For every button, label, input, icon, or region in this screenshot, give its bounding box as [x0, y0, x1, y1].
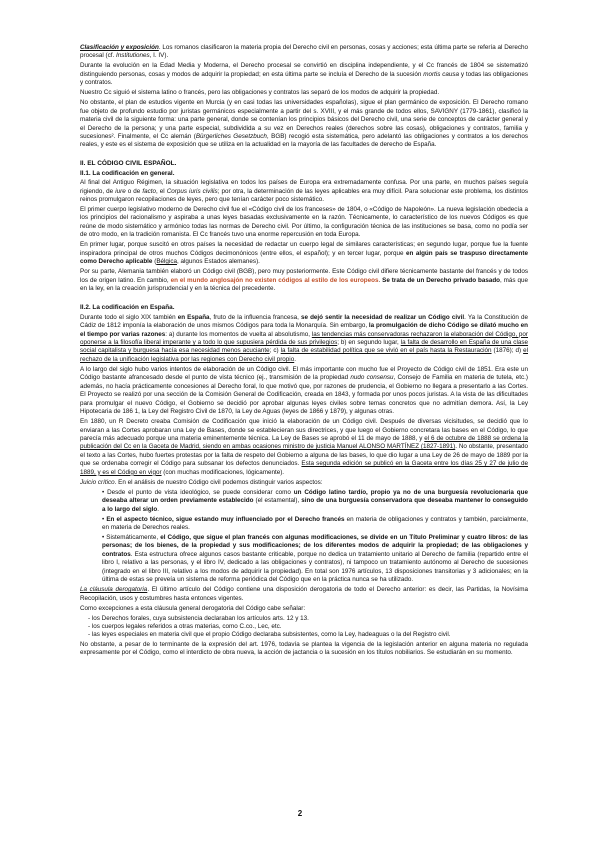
text-run: en algún país se traspuso directamente como Derecho aplicable [80, 249, 528, 266]
text-run: sino de una burguesía conservadora que deseaba mantener lo conseguido a lo largo del siglo [102, 497, 528, 513]
text-run: mortis causa [423, 70, 459, 78]
page-number: 2 [297, 809, 303, 818]
paragraph-sistema-latino: Nuestro Cc siguió el sistema latino o francés, pero las obligaciones y contratos las separó de los modos de adquirir la propiedad. [80, 89, 440, 97]
paragraph-clasificacion [80, 44, 528, 61]
subsection-heading-codificacion-general: II.1. La codificación en general. [80, 169, 175, 177]
paragraph-codigo-napoleon: El primer cuerpo legislativo moderno de Derecho civil fue el «Código civil de los franceses» de 1804, o «Código de Napoleón». La nueva legislación obedecía a los principios del racionalismo y aspiraba a unas leyes basadas exclusivamente en la razón. Técnicamente, lo característico de los nuevos Códigos es que reúne de modo sistemático y armónico todas las normas de Derecho civil. Por último, la configuración técnica de las instituciones se basa, como no podía ser de otro modo, en la tradición romanista. El Cc francés tuvo una enorme repercusión en toda Europa. [80, 205, 528, 239]
section-heading-codigo-civil: II. EL CÓDIGO CIVIL ESPAÑOL. [80, 159, 177, 167]
paragraph-proyecto-1851 [80, 366, 528, 417]
paragraph-repercusion [80, 241, 528, 266]
text-run: la promulgación de dicho Código se dilató mucho en el tiempo por varias razones [80, 322, 528, 338]
text-run: , el [156, 187, 167, 195]
paragraph-ley-de-bases [80, 418, 528, 477]
text-run: . [294, 355, 296, 363]
text-run: • [102, 515, 107, 523]
spacer [80, 295, 528, 304]
text-run: Durante la evolución en la Edad Media y Moderna, el Derecho procesal se convirtió en disciplina independiente, y el Cc francés de 1804 se sistematizó distinguiendo personas, cosas y modos de adquirir la propiedad; en esta última parte se incluía el Derecho de la sucesión [80, 62, 528, 78]
text-run: ². Finalmente, el Cc alemán ( [111, 133, 196, 141]
text-run: , I. IV). [149, 52, 169, 60]
text-run: un Código latino tardío, propio ya no de una burguesía revolucionaria que deseaba alterar un orden previamente establecido [102, 488, 529, 505]
text-run: Institutiones [116, 52, 150, 60]
text-run: Por su parte, Alemania también elaboró un Código civil (BGB), pero muy posteriormente. Este Código civil difiere técnicamente bastante del francés y de todos los de origen latino. En cambio, [80, 268, 528, 284]
paragraph-alemania [80, 268, 528, 293]
text-run: o de [125, 187, 143, 195]
subsection-heading-codificacion-espana: II.2. La codificación en España. [80, 304, 175, 312]
text-run: iure [115, 187, 126, 195]
text-run: , fruto de la influencia francesa, [209, 313, 301, 321]
text-run: el rechazo de la unificación legislativa por las regiones con Derecho civil propio [80, 347, 528, 363]
text-run: facto [142, 187, 156, 195]
text-run: en España [177, 313, 210, 321]
text-run: las tendencias más conservadoras rechazaron la elaboración del Código, por oponerse a la filosofía liberal imperante y a todo lo que supusiera pérdida de sus privilegios [80, 330, 528, 346]
text-run: Se trata de un Derecho privado basado [382, 276, 501, 284]
text-run: En 1880, un R Decreto creaba Comisión de Codificación que inició la elaboración de un Código civil. Después de diversas vicisitudes, se decidió que lo enviaran a las Cortes aprobaran una Ley de Bases, donde se establecieran sus directrices, y que luego el Gobierno concretara las bases en el Código, lo que parecía más adecuado porque una materia eminentemente técnica. La Ley de Bases se aprobó el 11 de mayo de 1888, y [80, 418, 528, 442]
text-run: se dejó sentir la necesidad de realizar un Código civil [300, 313, 465, 321]
text-run: En el aspecto técnico, sigue estando muy influenciado por el Derecho francés [106, 515, 345, 523]
text-run: ; por otra, la determinación de las leyes aplicables era muy difícil. Para solucionar este problema, los distintos reinos promulgaron recopilaciones de leyes, pero que tenían carácter poco sistemático. [80, 187, 528, 204]
text-run: . [157, 505, 160, 513]
text-run: (el estamental), [253, 497, 302, 505]
exceptions-list [80, 615, 528, 640]
text-run: nudo consensu [350, 374, 394, 382]
text-run: A lo largo del siglo hubo varios intentos de elaboración de un Código civil. El más importante con mucho fue el Proyecto de Código civil de 1851. Era este un Código bastante afrancesado desde el punto de vista técnico (ej., transmisión de la propiedad [80, 365, 528, 382]
paragraph-vigencia: No obstante, a pesar de lo terminante de la expresión del art. 1976, todavía se plantea la vigencia de la legislación anterior en alguna materia no regulada expresamente por el Código, como el interdicto de obra nueva, la acción de jactancia o la sucesión en los títulos nobiliarios. Se estudiarán en su momento. [80, 640, 528, 657]
text-run: , más que en la ley, en la creación jurisprudencial y en la técnica del precedente. [80, 276, 528, 293]
paragraph-plan-germanico [80, 99, 528, 150]
highlighted-text: en el mundo anglosajón no existen códigos al estilo de los europeos [170, 276, 379, 284]
text-run: ( [152, 258, 157, 266]
text-run: (1876); d) [491, 347, 524, 355]
text-run: . Esta estructura ofrece algunos casos bastante criticable, porque no dedica un tratamiento unitario al Derecho de familia (repartido entre el libro I, relativo a las personas, y el libro IV, dedicado a las obligaciones y contratos), ni tampoco un tratamiento autónomo al Derecho de sucesiones (integrado en el libro III, relativo a los modos de adquirir la propiedad). En total son 1976 artículos, 13 disposiciones transitorias y 3 adicionales; en la última de estas se preveía un sistema de reforma periódica del Código que en la práctica nunca se ha utilizado. [102, 550, 528, 584]
text-run: ; b) en segundo lugar, [337, 338, 401, 346]
paragraph-clausula-derogatoria [80, 586, 528, 603]
document-page [80, 44, 528, 659]
paragraph-juicio-critico [80, 479, 528, 487]
clasificacion-term: Clasificación y exposición [80, 44, 159, 51]
text-run: La cláusula derogatoria [80, 586, 148, 594]
paragraph-evolucion [80, 62, 528, 87]
list-item: - los cuerpos legales referidos a otras materias, como C.co., Lec, etc. [88, 622, 282, 630]
paragraph-excepciones-intro: Como excepciones a esta cláusula general derogatoria del Código cabe señalar: [80, 604, 306, 612]
text-run: Juicio crítico [80, 478, 115, 486]
text-run: . Los romanos clasificaron la materia propia del Derecho civil en personas, cosas y acciones; esta última parte se refería al Derecho procesal (cf. [80, 44, 528, 60]
text-run: , BGB) recogió esta sistemática, pero adelantó las obligaciones y contratos a los derechos reales, y este es el sistema de exposición que se utiliza en la actualidad en la mayoría de las facultades de derecho de España. [80, 133, 529, 149]
text-run: : a) durante los momentos de vuelta al absolutismo, [165, 330, 312, 338]
critique-ideologico [80, 489, 528, 514]
text-run: la falta de estabilidad política que se vivió en el país hasta la Restauración [280, 347, 492, 355]
text-run: Durante todo el siglo XIX también [80, 313, 178, 321]
text-run: , Consejo de Familia en materia de tutela, etc.) además, no hacía prácticamente concesiones al Derecho foral, lo que motivó que, por razones de prudencia, el Gobierno no llegara a presentarlo a las Cortes. El Proyecto se realizó por una sección de la Comisión General de Codificación, creada en 1843, y formada por unos pocos juristas. A la vista de las dificultades para promulgar el nuevo Código, el Gobierno se decidió por aprobar algunas leyes civiles sobre temas concretos que no admitían demora. Así, la Ley Hipotecaria de 186 1, la Ley del Registro Civil de 1870, la Ley de Aguas (leyes de 1866 y 1879), y algunas otras. [80, 374, 528, 416]
text-run: • Sistemáticamente, [102, 533, 161, 541]
text-run: . El último artículo del Código contiene una disposición derogatoria de todo el Derecho anterior: es decir, las Partidas, la Novísima Recopilación, usos y costumbres hasta entonces vigentes. [80, 586, 528, 602]
text-run: • Desde el punto de vista ideológico, se puede considerar como [102, 488, 294, 496]
text-run: En primer lugar, porque suscitó en otros países la necesidad de redactar un cuerpo legal de similares características; en segundo lugar, porque fue la fuente inspiradora principal de otros muchos Códigos decimonónicos (entre ellos, el español); y en tercer lugar, porque [80, 241, 528, 257]
text-run: (con muchas modificaciones, lógicamente). [161, 468, 285, 476]
text-run: el Código, que sigue el plan francés con algunas modificaciones, se divide en un Título Preliminar y cuatro libros: de las personas; de los bienes, de la propiedad y sus modificaciones; de los diferentes modos de adquirir la propiedad; de las obligaciones y contratos [102, 533, 528, 558]
paragraph-antiguo-regimen [80, 179, 528, 204]
text-run: . En el análisis de nuestro Código civil podemos distinguir varios aspectos: [114, 478, 323, 486]
paragraph-siglo-xix [80, 314, 528, 365]
text-run: y todas las obligaciones y contratos. [80, 70, 528, 87]
text-run: , algunos Estados alemanes). [176, 258, 260, 266]
text-run: . No obstante, presentado el texto a las Cortes, hubo fuertes protestas por la falta de respeto del Gobierno a alguna de las bases, lo que dio lugar a una Ley de 26 de mayo de 1889 por la que se ordenaba corregir el Código para subsanar los defectos denunciados. [80, 443, 528, 468]
text-run: Corpus iuris civilis [166, 187, 218, 195]
text-run: en materia de obligaciones y contratos y también, parcialmente, en materia de Derechos reales. [102, 515, 528, 531]
text-run: No obstante, el plan de estudios vigente en Murcia (y en casi todas las universidades españolas), sigue el plan germánico de exposición. El Derecho romano fue objeto de profundo estudio por juristas germánicos especialmente a partir del s. XVIII, y el más grande de todos ellos, SAVIGNY (1779-1861), clasificó la materia civil de la siguiente forma: una parte general, donde se contenían los principios básicos del Derecho civil, una serie de conceptos de carácter general y el Derecho de la persona; y una parte especial, subdividida a su vez en Derechos reales (derechos sobre las cosas), obligaciones y contratos, familia y sucesiones [80, 99, 528, 141]
text-run: el 6 de octubre de 1888 se ordena la publicación del Cc en la Gaceta de Madrid, siendo en ambas ocasiones ministro de justicia Manuel ALONSO MARTÍNEZ (1827-1891) [80, 434, 529, 451]
text-run: Al final del Antiguo Régimen, la situación legislativa en todos los países de Europa era extremadamente confusa. Por una parte, en muchos países seguía rigiendo, de [80, 179, 528, 195]
text-run: la falta de desarrollo en España de una clase social capitalista y burguesa hacía esa necesidad menos acuciante [80, 338, 529, 355]
critique-tecnico [80, 516, 528, 533]
list-item: - los Derechos forales, cuya subsistencia declaraban los artículos arts. 12 y 13. [88, 614, 309, 622]
text-run: ; c) [269, 347, 281, 355]
text-run: . [378, 276, 383, 284]
text-run: Bürgerliches Gesetzbuch [195, 133, 267, 141]
text-run: . Ya la Constitución de Cádiz de 1812 imponía la elaboración de unos mismos Códigos para toda la Monarquía. Sin embargo, [80, 313, 528, 330]
list-item: - las leyes especiales en materia civil que el propio Código declaraba subsistentes, como la Ley, hadeaguas o la del Registro civil. [88, 631, 451, 639]
text-run: Esta segunda edición se publicó en la Gaceta entre los días 25 y 27 de julio de 1889, y es el Código en vigor [80, 460, 528, 476]
critique-sistematico [80, 534, 528, 585]
text-run: Bélgica [156, 258, 177, 266]
